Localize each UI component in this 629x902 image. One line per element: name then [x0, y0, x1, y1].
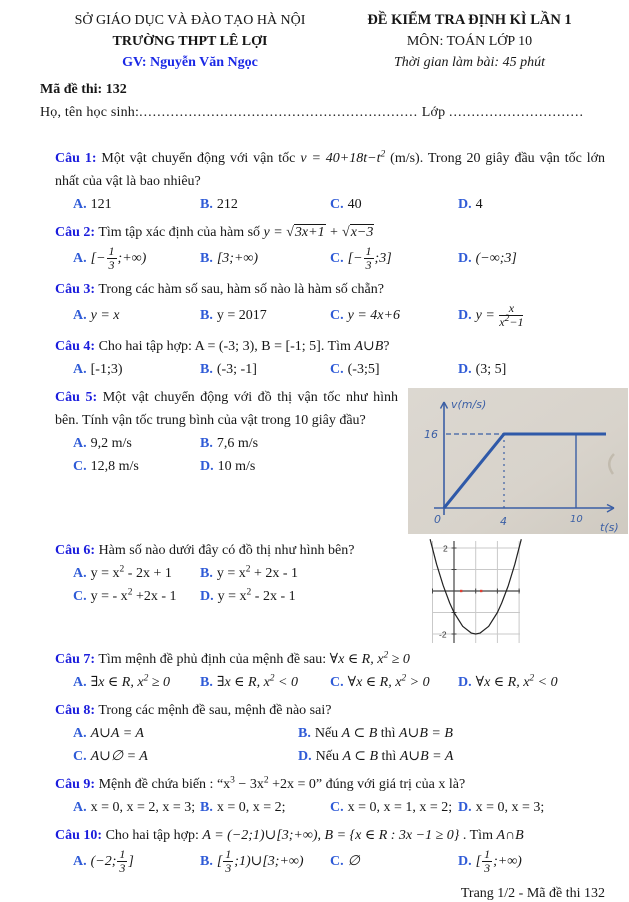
question-4-options [73, 358, 605, 381]
question-3-label: Câu 3: [55, 282, 96, 298]
parabola-graph [432, 541, 520, 643]
class-blank: .............................. [449, 105, 585, 120]
origin-label: 0 [434, 513, 441, 527]
question-2-options [73, 244, 605, 273]
question-6-option-d: D. $y = x^2 - 2x - 1$ [200, 587, 296, 605]
photo-background [408, 388, 628, 534]
question-4-option-b: B. (-3; -1] [200, 362, 257, 378]
question-5-option-a: A. 9,2 m/s [73, 436, 132, 452]
velocity-xlabel: t(s) [600, 521, 619, 535]
question-4-option-c: C. (-3;5] [330, 362, 380, 378]
question-9-options [73, 796, 605, 819]
question-10-label: Câu 10: [55, 828, 103, 844]
question-9-option-a: A. x = 0, x = 2, x = 3; [73, 800, 196, 816]
question-6-options-row-1 [73, 562, 420, 585]
question-10-option-a: A. (−2; $\frac{1}{3}$ ] [73, 847, 134, 875]
page-footer: Trang 1/2 - Mã đề thi 132 [460, 885, 605, 901]
question-1-options [73, 193, 605, 216]
question-1-option-a: A. 121 [73, 197, 112, 212]
question-5-option-c: C. 12,8 m/s [73, 459, 139, 475]
question-2-option-c: C. [− $\frac{1}{3}$ ;3] [330, 244, 392, 272]
header [0, 8, 629, 73]
question-1-label: Câu 1: [55, 151, 97, 166]
department-name: SỞ GIÁO DỤC VÀ ĐÀO TẠO HÀ NỘI [74, 13, 306, 28]
question-5-text: Một vật chuyển động với đồ thị vận tốc như hình bên. Tính vận tốc trung bình của vật trong 10 giây đầu? [55, 390, 398, 429]
question-list [55, 147, 619, 877]
duration-line: Thời gian làm bài: 45 phút [394, 55, 545, 70]
velocity-time-graph [408, 388, 628, 534]
question-10-option-c: C. ∅ [330, 854, 360, 870]
question-2-option-d: D. (−∞;3] [458, 251, 517, 267]
question-10-options [73, 847, 605, 876]
subject-line: MÔN: TOÁN LỚP 10 [406, 34, 533, 49]
teacher-name: GV: Nguyễn Văn Ngọc [122, 55, 258, 70]
student-name-label: Họ, tên học sinh: [40, 105, 140, 120]
question-3-option-d: D. y = $\frac{x}{x^2-1}$ [458, 301, 524, 329]
question-8-options-row-2 [73, 745, 605, 768]
question-8-label: Câu 8: [55, 703, 96, 719]
question-5-options-row-2 [73, 455, 398, 478]
student-name-line [40, 105, 629, 121]
question-8-option-b: B. Nếu A ⊂ B thì A∪B = B [298, 726, 453, 742]
question-1-text: Một vật chuyển động với vận tốc $v = 40+18t-t^2$ (m/s). Trong 20 giây đầu vận tốc lớn nhất của vật là bao nhiêu? [55, 149, 606, 189]
question-6-option-a: A. $y = x^2 - 2x + 1$ [73, 564, 172, 582]
header-right [340, 10, 599, 73]
question-6-text: Hàm số nào dưới đây có đồ thị như hình bên? [98, 543, 355, 559]
question-7 [55, 648, 605, 694]
question-3-option-b: B. y = 2017 [200, 308, 267, 324]
question-7-options [73, 671, 605, 694]
red-mark-2 [480, 590, 482, 592]
question-5-options-row-1 [73, 432, 398, 455]
question-2-label: Câu 2: [55, 225, 96, 240]
question-4 [55, 335, 605, 381]
question-7-option-b: B. ∃x ∈ R, $x^2 < 0$ [200, 673, 298, 691]
xtick-4: 4 [500, 515, 507, 529]
question-9-option-b: B. x = 0, x = 2; [200, 800, 286, 816]
question-2-option-b: B. [3;+∞) [200, 251, 259, 267]
question-3 [55, 278, 605, 330]
question-8-option-a: A. A∪A = A [73, 726, 144, 742]
student-name-blank: .............................................................. [139, 105, 419, 120]
question-4-label: Câu 4: [55, 339, 96, 355]
school-name: TRƯỜNG THPT LÊ LỢI [112, 34, 268, 49]
exam-title: ĐỀ KIỂM TRA ĐỊNH KÌ LẦN 1 [367, 12, 572, 28]
xtick-10: 10 [570, 514, 583, 526]
question-7-option-a: A. ∃x ∈ R, $x^2 \ge 0$ [73, 673, 170, 691]
question-4-text: Cho hai tập hợp: A = (-3; 3), B = [-1; 5]. Tìm A∪B? [98, 339, 390, 355]
question-5-label: Câu 5: [55, 390, 98, 406]
question-10-option-d: D. [ $\frac{1}{3}$ ;+∞) [458, 847, 522, 875]
question-2-option-a: A. [− $\frac{1}{3}$ ;+∞) [73, 244, 147, 272]
question-9 [55, 773, 605, 819]
question-8-option-d: D. Nếu A ⊂ B thì A∪B = A [298, 749, 454, 765]
question-5 [55, 386, 619, 535]
question-6-option-b: B. $y = x^2 + 2x - 1$ [200, 564, 299, 582]
question-10-option-b: B. [ $\frac{1}{3}$ ;1)∪[3;+∞) [200, 847, 304, 875]
question-3-text: Trong các hàm số sau, hàm số nào là hàm số chẵn? [98, 282, 384, 298]
question-6-option-c: C. y = - $x^2 +2x - 1$ [73, 587, 177, 605]
question-1-option-d: D. 4 [458, 197, 483, 212]
class-label: Lớp [421, 105, 446, 120]
velocity-ylabel: v(m/s) [451, 398, 487, 412]
question-1-option-c: C. 40 [330, 197, 362, 212]
question-7-option-d: D. ∀x ∈ R, $x^2 < 0$ [458, 673, 558, 691]
question-10 [55, 824, 605, 876]
question-10-text: Cho hai tập hợp: A = (−2;1)∪[3;+∞), B = {x ∈ R : 3x −1 ≥ 0} . Tìm A∩B [105, 828, 524, 844]
question-1-option-b: B. 212 [200, 197, 238, 212]
question-7-text: Tìm mệnh đề phủ định của mệnh đề sau: ∀x ∈ R, $x^2 \ge 0$ [98, 650, 410, 668]
question-8 [55, 699, 605, 768]
red-mark-1 [460, 590, 462, 592]
ytick-16: 16 [424, 428, 438, 442]
question-4-option-a: A. [-1;3) [73, 362, 123, 378]
question-9-option-c: C. x = 0, x = 1, x = 2; [330, 800, 453, 816]
question-9-option-d: D. x = 0, x = 3; [458, 800, 545, 816]
question-9-label: Câu 9: [55, 777, 96, 793]
question-3-option-a: A. y = x [73, 308, 120, 324]
exam-code: Mã đề thi: 132 [40, 82, 127, 97]
question-3-option-c: C. y = 4x+6 [330, 308, 400, 324]
question-3-options [73, 301, 605, 330]
question-8-text: Trong các mệnh đề sau, mệnh đề nào sai? [98, 703, 332, 719]
ytick-2: 2 [443, 543, 448, 554]
question-8-options-row-1 [73, 722, 605, 745]
question-1 [55, 147, 605, 216]
question-5-option-b: B. 7,6 m/s [200, 436, 259, 452]
ytick-neg2: -2 [439, 629, 447, 640]
question-6-options-row-2 [73, 585, 420, 608]
question-6 [55, 539, 605, 643]
question-7-label: Câu 7: [55, 652, 96, 668]
header-left [40, 10, 340, 73]
question-9-text: Mệnh đề chứa biến : “$x^3 - 3x^2 +2x = 0$” đúng với giá trị của x là? [98, 775, 466, 793]
question-2-text: Tìm tập xác định của hàm số y = √3x+1 + √x−3 [98, 225, 374, 240]
question-2 [55, 221, 605, 273]
question-5-option-d: D. 10 m/s [200, 459, 256, 475]
question-4-option-d: D. (3; 5] [458, 362, 507, 378]
question-7-option-c: C. ∀x ∈ R, $x^2 > 0$ [330, 673, 430, 691]
question-6-label: Câu 6: [55, 543, 96, 559]
question-8-option-c: C. A∪∅ = A [73, 749, 148, 765]
